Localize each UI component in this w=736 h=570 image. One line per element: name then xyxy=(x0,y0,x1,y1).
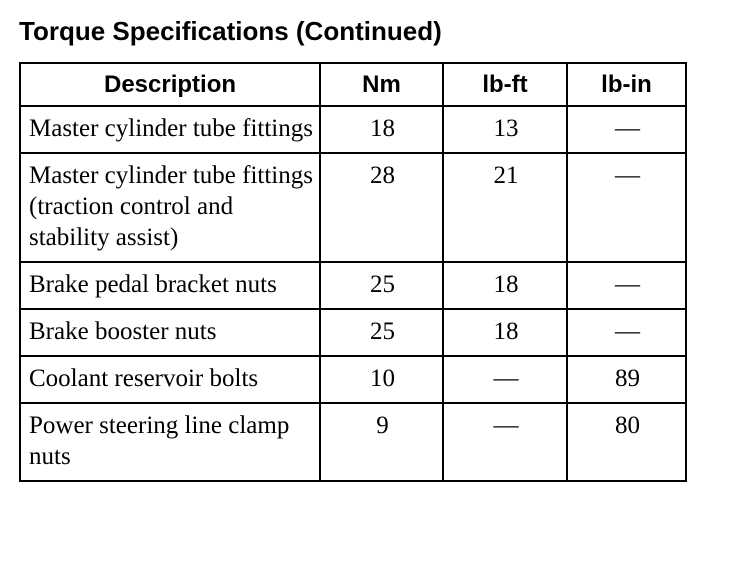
torque-spec-table xyxy=(19,62,687,482)
cell-description: Coolant reservoir bolts xyxy=(20,356,320,403)
table-row xyxy=(20,106,686,153)
table-header-row xyxy=(20,63,686,106)
cell-lbin: 89 xyxy=(567,356,686,403)
cell-nm: 18 xyxy=(320,106,443,153)
cell-lbin: — xyxy=(567,309,686,356)
cell-description: Master cylinder tube fittings xyxy=(20,106,320,153)
cell-lbft: 18 xyxy=(443,262,567,309)
header-description: Description xyxy=(20,63,320,106)
cell-nm: 25 xyxy=(320,309,443,356)
table-row xyxy=(20,153,686,262)
cell-lbin: 80 xyxy=(567,403,686,481)
cell-lbft: — xyxy=(443,403,567,481)
table-row xyxy=(20,356,686,403)
header-lbft: lb-ft xyxy=(443,63,567,106)
header-nm: Nm xyxy=(320,63,443,106)
page-title: Torque Specifications (Continued) xyxy=(19,16,442,46)
cell-lbin: — xyxy=(567,262,686,309)
table-row xyxy=(20,403,686,481)
cell-nm: 10 xyxy=(320,356,443,403)
cell-nm: 28 xyxy=(320,153,443,262)
cell-description: Brake pedal bracket nuts xyxy=(20,262,320,309)
cell-nm: 25 xyxy=(320,262,443,309)
cell-lbft: 18 xyxy=(443,309,567,356)
cell-description: Power steering line clamp nuts xyxy=(20,403,320,481)
cell-lbft: — xyxy=(443,356,567,403)
cell-lbft: 21 xyxy=(443,153,567,262)
cell-lbin: — xyxy=(567,153,686,262)
header-lbin: lb-in xyxy=(567,63,686,106)
cell-description: Master cylinder tube fittings (traction control and stability assist) xyxy=(20,153,320,262)
table-row xyxy=(20,309,686,356)
cell-lbft: 13 xyxy=(443,106,567,153)
table-row xyxy=(20,262,686,309)
cell-nm: 9 xyxy=(320,403,443,481)
cell-description: Brake booster nuts xyxy=(20,309,320,356)
cell-lbin: — xyxy=(567,106,686,153)
